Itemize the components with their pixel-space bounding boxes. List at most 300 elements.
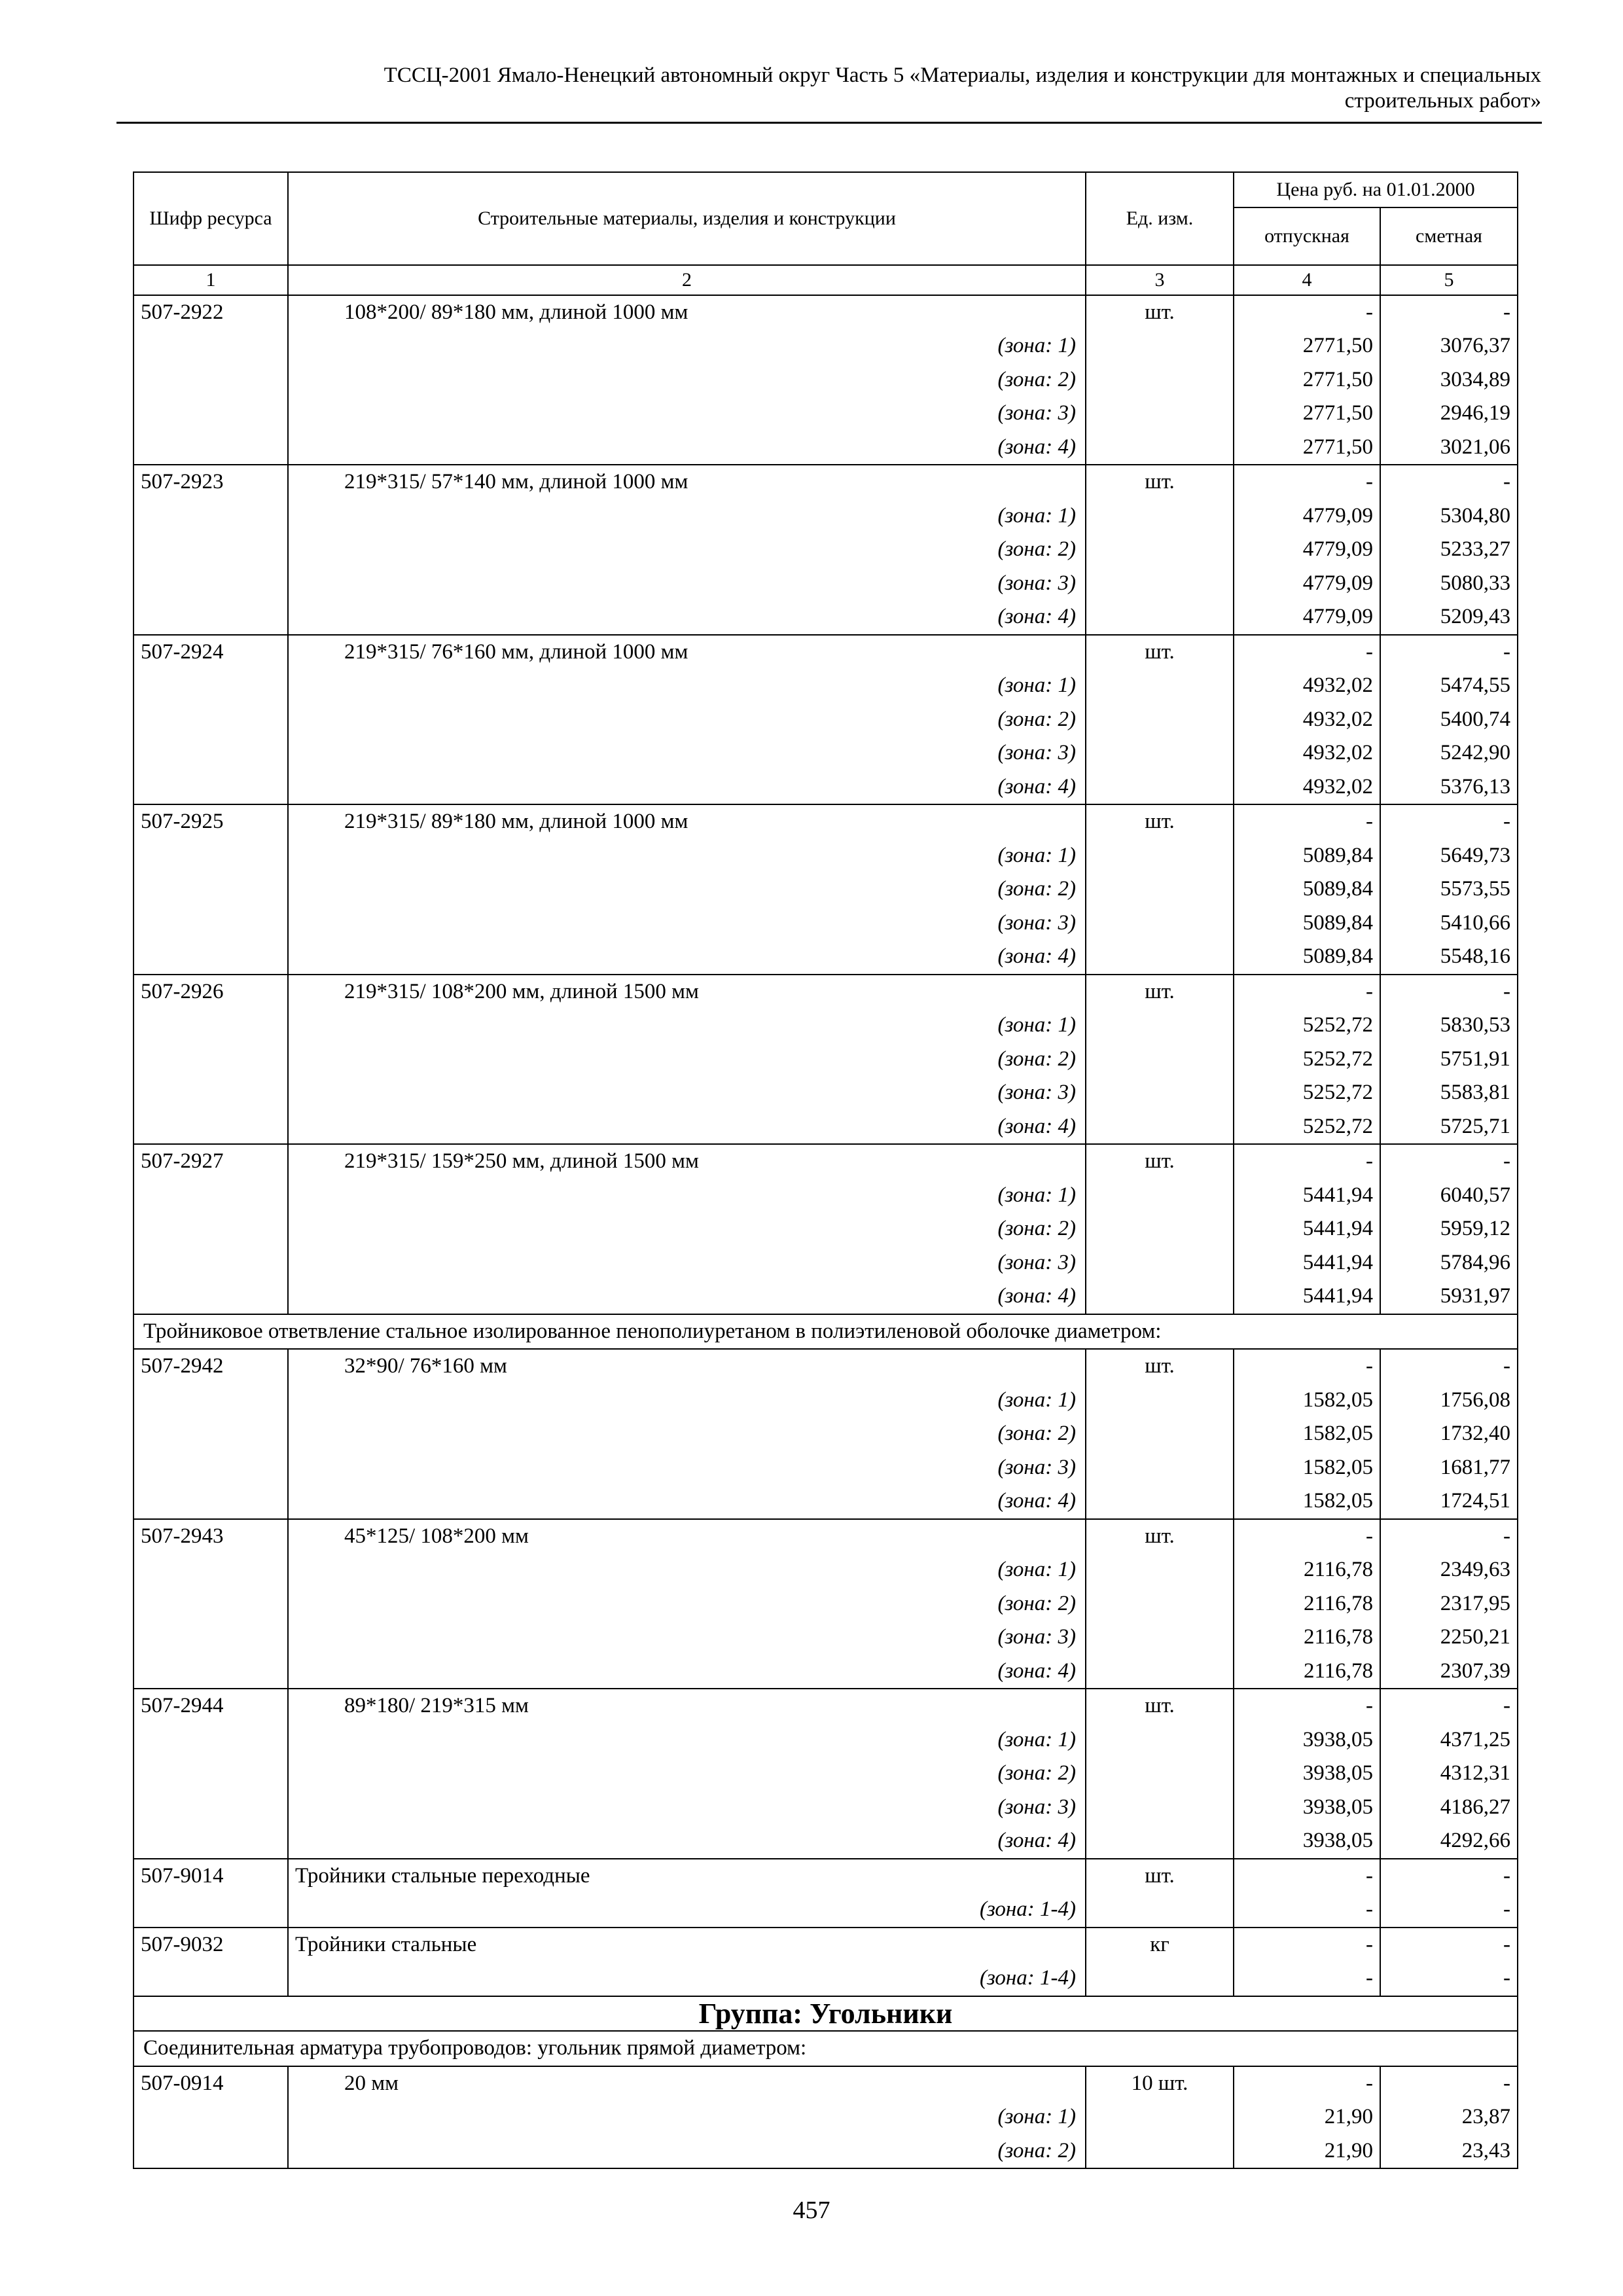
resource-code: 507-2923 bbox=[134, 465, 288, 499]
item-name: 219*315/ 159*250 мм, длиной 1500 мм bbox=[288, 1144, 1086, 1179]
unit bbox=[1086, 940, 1234, 975]
resource-code: 507-2925 bbox=[134, 804, 288, 839]
estimate-price: 5931,97 bbox=[1380, 1280, 1518, 1314]
resource-code bbox=[134, 431, 288, 465]
unit bbox=[1086, 2134, 1234, 2169]
estimate-price: 5649,73 bbox=[1380, 839, 1518, 873]
resource-code bbox=[134, 906, 288, 941]
unit bbox=[1086, 567, 1234, 601]
running-header bbox=[118, 63, 1541, 114]
item-row bbox=[134, 1928, 1518, 1962]
header-rule bbox=[116, 122, 1542, 124]
group-heading-row bbox=[134, 1996, 1518, 2032]
resource-code bbox=[134, 1484, 288, 1519]
estimate-price: 5830,53 bbox=[1380, 1009, 1518, 1043]
unit bbox=[1086, 1212, 1234, 1246]
estimate-price: 1724,51 bbox=[1380, 1484, 1518, 1519]
unit bbox=[1086, 1009, 1234, 1043]
unit bbox=[1086, 1655, 1234, 1689]
item-name: 219*315/ 76*160 мм, длиной 1000 мм bbox=[288, 635, 1086, 670]
zone-row bbox=[134, 1451, 1518, 1485]
resource-code bbox=[134, 1246, 288, 1280]
resource-code bbox=[134, 1110, 288, 1145]
unit bbox=[1086, 906, 1234, 941]
zone-row bbox=[134, 1553, 1518, 1587]
release-price: 5252,72 bbox=[1234, 1076, 1380, 1110]
resource-code bbox=[134, 770, 288, 805]
resource-code: 507-2942 bbox=[134, 1349, 288, 1384]
estimate-price: 5080,33 bbox=[1380, 567, 1518, 601]
unit bbox=[1086, 839, 1234, 873]
zone-row bbox=[134, 1179, 1518, 1213]
release-price: - bbox=[1234, 1893, 1380, 1928]
release-price: 4932,02 bbox=[1234, 770, 1380, 805]
release-price: - bbox=[1234, 975, 1380, 1009]
release-price: 5441,94 bbox=[1234, 1280, 1380, 1314]
item-row bbox=[134, 1519, 1518, 1554]
unit bbox=[1086, 1757, 1234, 1791]
estimate-price: - bbox=[1380, 975, 1518, 1009]
estimate-price: - bbox=[1380, 1519, 1518, 1554]
estimate-price: 2317,95 bbox=[1380, 1587, 1518, 1621]
release-price: 2771,50 bbox=[1234, 329, 1380, 363]
release-price: 4932,02 bbox=[1234, 703, 1380, 737]
unit bbox=[1086, 1179, 1234, 1213]
resource-code bbox=[134, 839, 288, 873]
estimate-price: 5784,96 bbox=[1380, 1246, 1518, 1280]
zone-row bbox=[134, 770, 1518, 805]
resource-code bbox=[134, 1621, 288, 1655]
release-price: - bbox=[1234, 1349, 1380, 1384]
section-heading-row bbox=[134, 1314, 1518, 1350]
release-price: 3938,05 bbox=[1234, 1791, 1380, 1825]
unit bbox=[1086, 600, 1234, 635]
item-name: Тройники стальные bbox=[288, 1928, 1086, 1962]
unit bbox=[1086, 1076, 1234, 1110]
resource-code bbox=[134, 1655, 288, 1689]
release-price: 5441,94 bbox=[1234, 1246, 1380, 1280]
unit: 10 шт. bbox=[1086, 2066, 1234, 2101]
zone-label: (зона: 3) bbox=[288, 1076, 1086, 1110]
section-heading: Соединительная арматура трубопроводов: угольник прямой диаметром: bbox=[134, 2031, 1518, 2066]
zone-row bbox=[134, 2100, 1518, 2134]
unit bbox=[1086, 1280, 1234, 1314]
zone-row bbox=[134, 1621, 1518, 1655]
unit bbox=[1086, 363, 1234, 397]
release-price: 3938,05 bbox=[1234, 1824, 1380, 1859]
unit bbox=[1086, 1824, 1234, 1859]
resource-code bbox=[134, 600, 288, 635]
item-row bbox=[134, 2066, 1518, 2101]
resource-code bbox=[134, 1824, 288, 1859]
release-price: 1582,05 bbox=[1234, 1417, 1380, 1451]
zone-row bbox=[134, 1587, 1518, 1621]
estimate-price: 23,87 bbox=[1380, 2100, 1518, 2134]
estimate-price: - bbox=[1380, 465, 1518, 499]
estimate-price: 1732,40 bbox=[1380, 1417, 1518, 1451]
zone-label: (зона: 2) bbox=[288, 363, 1086, 397]
release-price: 4932,02 bbox=[1234, 669, 1380, 703]
resource-code bbox=[134, 1384, 288, 1418]
zone-label: (зона: 4) bbox=[288, 600, 1086, 635]
header-num-3: 3 bbox=[1086, 265, 1234, 295]
zone-row bbox=[134, 1655, 1518, 1689]
zone-row bbox=[134, 1824, 1518, 1859]
unit: шт. bbox=[1086, 975, 1234, 1009]
header-num-5: 5 bbox=[1380, 265, 1518, 295]
resource-code: 507-2943 bbox=[134, 1519, 288, 1554]
zone-row bbox=[134, 1246, 1518, 1280]
estimate-price: 5583,81 bbox=[1380, 1076, 1518, 1110]
running-header-line-2: строительных работ» bbox=[1344, 89, 1541, 113]
unit bbox=[1086, 669, 1234, 703]
zone-row bbox=[134, 1723, 1518, 1757]
estimate-price: 2349,63 bbox=[1380, 1553, 1518, 1587]
zone-label: (зона: 1) bbox=[288, 839, 1086, 873]
estimate-price: 5548,16 bbox=[1380, 940, 1518, 975]
estimate-price: 4292,66 bbox=[1380, 1824, 1518, 1859]
zone-row bbox=[134, 940, 1518, 975]
zone-label: (зона: 2) bbox=[288, 1417, 1086, 1451]
zone-row bbox=[134, 736, 1518, 770]
estimate-price: 2307,39 bbox=[1380, 1655, 1518, 1689]
unit: шт. bbox=[1086, 465, 1234, 499]
unit: шт. bbox=[1086, 1859, 1234, 1893]
estimate-price: - bbox=[1380, 1859, 1518, 1893]
zone-label: (зона: 2) bbox=[288, 2134, 1086, 2169]
resource-code: 507-2922 bbox=[134, 295, 288, 330]
unit bbox=[1086, 1791, 1234, 1825]
estimate-price: 4371,25 bbox=[1380, 1723, 1518, 1757]
estimate-price: - bbox=[1380, 295, 1518, 330]
zone-label: (зона: 3) bbox=[288, 1246, 1086, 1280]
zone-row bbox=[134, 906, 1518, 941]
header-num-4: 4 bbox=[1234, 265, 1380, 295]
item-row bbox=[134, 635, 1518, 670]
page-number: 457 bbox=[793, 2197, 830, 2224]
zone-label: (зона: 4) bbox=[288, 1484, 1086, 1519]
item-name: 219*315/ 89*180 мм, длиной 1000 мм bbox=[288, 804, 1086, 839]
estimate-price: 5410,66 bbox=[1380, 906, 1518, 941]
estimate-price: 1681,77 bbox=[1380, 1451, 1518, 1485]
resource-code bbox=[134, 1280, 288, 1314]
estimate-price: 3076,37 bbox=[1380, 329, 1518, 363]
zone-row bbox=[134, 2134, 1518, 2169]
zone-row bbox=[134, 1076, 1518, 1110]
unit bbox=[1086, 1723, 1234, 1757]
zone-label: (зона: 1) bbox=[288, 2100, 1086, 2134]
estimate-price: 5376,13 bbox=[1380, 770, 1518, 805]
zone-row bbox=[134, 600, 1518, 635]
zone-label: (зона: 4) bbox=[288, 1655, 1086, 1689]
zone-row bbox=[134, 872, 1518, 906]
resource-code bbox=[134, 1009, 288, 1043]
release-price: - bbox=[1234, 1928, 1380, 1962]
release-price: 4779,09 bbox=[1234, 533, 1380, 567]
item-row bbox=[134, 1349, 1518, 1384]
section-heading-row bbox=[134, 2031, 1518, 2066]
zone-label: (зона: 1-4) bbox=[288, 1893, 1086, 1928]
header-num-1: 1 bbox=[134, 265, 288, 295]
item-row bbox=[134, 465, 1518, 499]
estimate-price: 5474,55 bbox=[1380, 669, 1518, 703]
zone-label: (зона: 2) bbox=[288, 533, 1086, 567]
zone-row bbox=[134, 1384, 1518, 1418]
zone-row bbox=[134, 397, 1518, 431]
zone-label: (зона: 4) bbox=[288, 1280, 1086, 1314]
release-price: - bbox=[1234, 1144, 1380, 1179]
release-price: 21,90 bbox=[1234, 2100, 1380, 2134]
release-price: - bbox=[1234, 295, 1380, 330]
release-price: 4779,09 bbox=[1234, 567, 1380, 601]
resource-code bbox=[134, 872, 288, 906]
estimate-price: 4186,27 bbox=[1380, 1791, 1518, 1825]
header-num-2: 2 bbox=[288, 265, 1086, 295]
release-price: - bbox=[1234, 804, 1380, 839]
zone-row bbox=[134, 669, 1518, 703]
zone-row bbox=[134, 1757, 1518, 1791]
release-price: 3938,05 bbox=[1234, 1757, 1380, 1791]
resource-code bbox=[134, 1791, 288, 1825]
unit bbox=[1086, 431, 1234, 465]
item-name: 32*90/ 76*160 мм bbox=[288, 1349, 1086, 1384]
zone-label: (зона: 3) bbox=[288, 906, 1086, 941]
zone-row bbox=[134, 1280, 1518, 1314]
resource-code bbox=[134, 397, 288, 431]
resource-code bbox=[134, 1587, 288, 1621]
resource-code bbox=[134, 567, 288, 601]
unit bbox=[1086, 1893, 1234, 1928]
resource-code: 507-2944 bbox=[134, 1689, 288, 1723]
release-price: - bbox=[1234, 2066, 1380, 2101]
estimate-price: - bbox=[1380, 635, 1518, 670]
zone-row bbox=[134, 1009, 1518, 1043]
resource-code: 507-2924 bbox=[134, 635, 288, 670]
estimate-price: 5233,27 bbox=[1380, 533, 1518, 567]
release-price: 2116,78 bbox=[1234, 1655, 1380, 1689]
release-price: 5252,72 bbox=[1234, 1009, 1380, 1043]
section-heading: Тройниковое ответвление стальное изолированное пенополиуретаном в полиэтиленовой оболочке диаметром: bbox=[134, 1314, 1518, 1350]
resource-code bbox=[134, 533, 288, 567]
resource-code bbox=[134, 703, 288, 737]
resource-code: 507-2926 bbox=[134, 975, 288, 1009]
estimate-price: - bbox=[1380, 1349, 1518, 1384]
item-row bbox=[134, 1859, 1518, 1893]
resource-code bbox=[134, 499, 288, 533]
release-price: 5252,72 bbox=[1234, 1043, 1380, 1077]
zone-label: (зона: 2) bbox=[288, 703, 1086, 737]
release-price: 2116,78 bbox=[1234, 1553, 1380, 1587]
release-price: 1582,05 bbox=[1234, 1484, 1380, 1519]
zone-label: (зона: 1) bbox=[288, 1384, 1086, 1418]
zone-row bbox=[134, 1893, 1518, 1928]
zone-row bbox=[134, 839, 1518, 873]
item-name: Тройники стальные переходные bbox=[288, 1859, 1086, 1893]
unit bbox=[1086, 770, 1234, 805]
estimate-price: 5959,12 bbox=[1380, 1212, 1518, 1246]
release-price: 1582,05 bbox=[1234, 1384, 1380, 1418]
resource-code bbox=[134, 669, 288, 703]
unit: шт. bbox=[1086, 295, 1234, 330]
zone-label: (зона: 3) bbox=[288, 1791, 1086, 1825]
zone-row bbox=[134, 1110, 1518, 1145]
unit bbox=[1086, 1962, 1234, 1996]
unit bbox=[1086, 1621, 1234, 1655]
resource-code bbox=[134, 1553, 288, 1587]
header-unit: Ед. изм. bbox=[1086, 172, 1234, 265]
item-row bbox=[134, 975, 1518, 1009]
table-body bbox=[134, 295, 1518, 2169]
item-row bbox=[134, 804, 1518, 839]
resource-code bbox=[134, 1962, 288, 1996]
estimate-price: 5400,74 bbox=[1380, 703, 1518, 737]
estimate-price: - bbox=[1380, 804, 1518, 839]
zone-label: (зона: 1) bbox=[288, 329, 1086, 363]
release-price: - bbox=[1234, 1689, 1380, 1723]
unit: шт. bbox=[1086, 635, 1234, 670]
release-price: 5089,84 bbox=[1234, 839, 1380, 873]
unit bbox=[1086, 1553, 1234, 1587]
unit: шт. bbox=[1086, 1689, 1234, 1723]
unit bbox=[1086, 533, 1234, 567]
zone-label: (зона: 4) bbox=[288, 1824, 1086, 1859]
release-price: 5441,94 bbox=[1234, 1212, 1380, 1246]
resource-code: 507-9032 bbox=[134, 1928, 288, 1962]
zone-row bbox=[134, 1962, 1518, 1996]
zone-label: (зона: 2) bbox=[288, 1043, 1086, 1077]
unit bbox=[1086, 1587, 1234, 1621]
zone-row bbox=[134, 1043, 1518, 1077]
zone-label: (зона: 3) bbox=[288, 397, 1086, 431]
unit bbox=[1086, 1484, 1234, 1519]
item-row bbox=[134, 295, 1518, 330]
zone-row bbox=[134, 329, 1518, 363]
estimate-price: 5751,91 bbox=[1380, 1043, 1518, 1077]
item-name: 219*315/ 108*200 мм, длиной 1500 мм bbox=[288, 975, 1086, 1009]
zone-label: (зона: 1) bbox=[288, 669, 1086, 703]
resource-code bbox=[134, 1723, 288, 1757]
item-name: 20 мм bbox=[288, 2066, 1086, 2101]
zone-row bbox=[134, 533, 1518, 567]
resource-code bbox=[134, 329, 288, 363]
release-price: - bbox=[1234, 1962, 1380, 1996]
estimate-price: - bbox=[1380, 1928, 1518, 1962]
estimate-price: 2946,19 bbox=[1380, 397, 1518, 431]
unit bbox=[1086, 329, 1234, 363]
zone-label: (зона: 2) bbox=[288, 872, 1086, 906]
item-row bbox=[134, 1689, 1518, 1723]
release-price: 2116,78 bbox=[1234, 1621, 1380, 1655]
release-price: 1582,05 bbox=[1234, 1451, 1380, 1485]
zone-row bbox=[134, 363, 1518, 397]
estimate-price: - bbox=[1380, 1689, 1518, 1723]
zone-row bbox=[134, 499, 1518, 533]
estimate-price: 5573,55 bbox=[1380, 872, 1518, 906]
zone-row bbox=[134, 1417, 1518, 1451]
header-estimate-price: сметная bbox=[1380, 207, 1518, 265]
zone-row bbox=[134, 567, 1518, 601]
estimate-price: 3021,06 bbox=[1380, 431, 1518, 465]
zone-label: (зона: 2) bbox=[288, 1587, 1086, 1621]
item-name: 89*180/ 219*315 мм bbox=[288, 1689, 1086, 1723]
resource-code bbox=[134, 1076, 288, 1110]
zone-label: (зона: 1) bbox=[288, 1723, 1086, 1757]
zone-label: (зона: 1-4) bbox=[288, 1962, 1086, 1996]
unit bbox=[1086, 703, 1234, 737]
unit bbox=[1086, 872, 1234, 906]
zone-label: (зона: 3) bbox=[288, 736, 1086, 770]
estimate-price: - bbox=[1380, 1893, 1518, 1928]
estimate-price: 4312,31 bbox=[1380, 1757, 1518, 1791]
estimate-price: 5725,71 bbox=[1380, 1110, 1518, 1145]
release-price: - bbox=[1234, 1519, 1380, 1554]
resource-code bbox=[134, 1757, 288, 1791]
unit bbox=[1086, 1043, 1234, 1077]
resource-code: 507-9014 bbox=[134, 1859, 288, 1893]
unit bbox=[1086, 1110, 1234, 1145]
release-price: - bbox=[1234, 465, 1380, 499]
estimate-price: 6040,57 bbox=[1380, 1179, 1518, 1213]
group-heading: Группа: Угольники bbox=[134, 1996, 1518, 2032]
release-price: 2116,78 bbox=[1234, 1587, 1380, 1621]
estimate-price: - bbox=[1380, 1962, 1518, 1996]
resource-code bbox=[134, 1417, 288, 1451]
header-release-price: отпускная bbox=[1234, 207, 1380, 265]
zone-row bbox=[134, 431, 1518, 465]
item-name: 45*125/ 108*200 мм bbox=[288, 1519, 1086, 1554]
estimate-price: 23,43 bbox=[1380, 2134, 1518, 2169]
release-price: 3938,05 bbox=[1234, 1723, 1380, 1757]
unit bbox=[1086, 397, 1234, 431]
unit bbox=[1086, 1451, 1234, 1485]
zone-row bbox=[134, 1791, 1518, 1825]
release-price: 5089,84 bbox=[1234, 872, 1380, 906]
item-row bbox=[134, 1144, 1518, 1179]
resource-code bbox=[134, 940, 288, 975]
resource-code bbox=[134, 736, 288, 770]
unit: шт. bbox=[1086, 1349, 1234, 1384]
estimate-price: 5242,90 bbox=[1380, 736, 1518, 770]
release-price: 21,90 bbox=[1234, 2134, 1380, 2169]
release-price: 2771,50 bbox=[1234, 431, 1380, 465]
zone-label: (зона: 3) bbox=[288, 567, 1086, 601]
unit bbox=[1086, 2100, 1234, 2134]
header-price: Цена руб. на 01.01.2000 bbox=[1234, 172, 1518, 207]
release-price: 4779,09 bbox=[1234, 499, 1380, 533]
zone-row bbox=[134, 703, 1518, 737]
release-price: 2771,50 bbox=[1234, 397, 1380, 431]
resource-code bbox=[134, 1179, 288, 1213]
release-price: 5441,94 bbox=[1234, 1179, 1380, 1213]
resource-code: 507-0914 bbox=[134, 2066, 288, 2101]
estimate-price: - bbox=[1380, 2066, 1518, 2101]
estimate-price: 5209,43 bbox=[1380, 600, 1518, 635]
zone-label: (зона: 1) bbox=[288, 1553, 1086, 1587]
table-header bbox=[134, 172, 1518, 295]
resource-code bbox=[134, 2100, 288, 2134]
release-price: - bbox=[1234, 1859, 1380, 1893]
unit bbox=[1086, 1384, 1234, 1418]
unit: шт. bbox=[1086, 1144, 1234, 1179]
unit bbox=[1086, 736, 1234, 770]
price-table bbox=[133, 171, 1518, 2169]
estimate-price: - bbox=[1380, 1144, 1518, 1179]
zone-row bbox=[134, 1484, 1518, 1519]
estimate-price: 5304,80 bbox=[1380, 499, 1518, 533]
zone-label: (зона: 3) bbox=[288, 1621, 1086, 1655]
resource-code bbox=[134, 1212, 288, 1246]
resource-code: 507-2927 bbox=[134, 1144, 288, 1179]
